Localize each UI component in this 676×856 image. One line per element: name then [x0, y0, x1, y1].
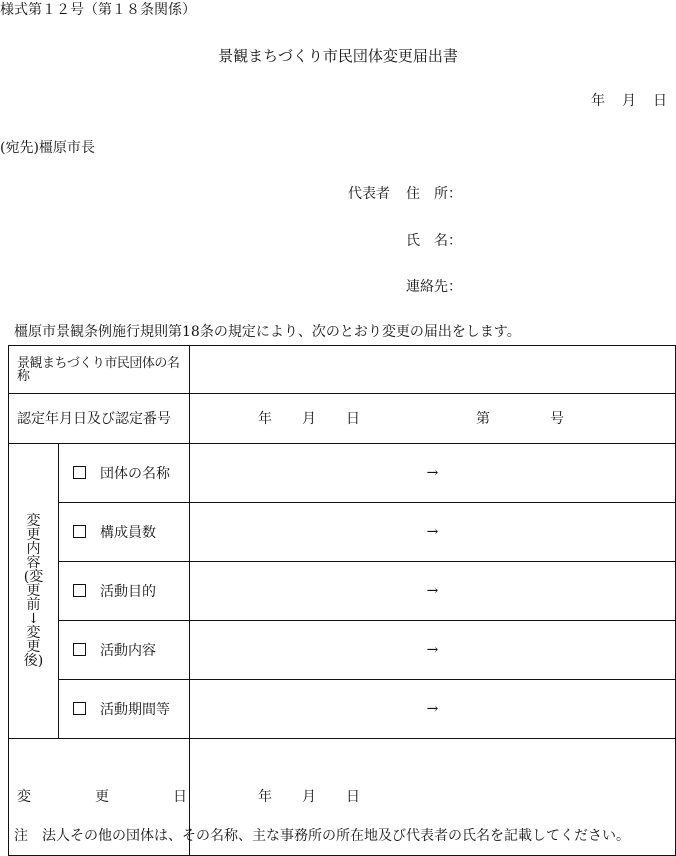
change-date-char: 更 [95, 789, 109, 805]
change-item-label: 活動期間等 [100, 701, 170, 718]
table-row [9, 346, 676, 394]
group-name-field[interactable] [190, 346, 676, 394]
cert-year-label: 年 [258, 410, 272, 427]
change-item-period[interactable] [59, 680, 190, 739]
change-date-char: 変 [17, 789, 31, 805]
contact-label: 連絡先： [406, 279, 462, 295]
change-item-label: 活動目的 [100, 583, 156, 600]
form-number: 様式第１２号（第１８条関係） [0, 2, 196, 18]
change-content-vertical-label [9, 444, 59, 739]
change-detail-field[interactable] [190, 503, 676, 562]
cert-date-field[interactable] [190, 394, 676, 444]
checkbox-icon[interactable] [73, 643, 86, 656]
vertical-char: 内 [26, 541, 41, 557]
change-form-table [8, 345, 676, 856]
change-item-group-name[interactable] [59, 444, 190, 503]
footnote: 注 法人その他の団体は、その名称、主な事務所の所在地及び代表者の氏名を記載してください。 [14, 828, 630, 844]
date-day-label: 日 [653, 93, 668, 109]
submission-date [575, 94, 668, 108]
vertical-char: 前 [26, 597, 41, 613]
table-row [9, 444, 676, 503]
checkbox-icon[interactable] [73, 702, 86, 715]
change-month-label: 月 [302, 789, 316, 805]
right-arrow-icon: → [426, 701, 439, 717]
representative-label: 代表者 [348, 186, 390, 202]
cert-go-label: 号 [550, 410, 564, 427]
change-detail-field[interactable] [190, 562, 676, 621]
table-row [9, 680, 676, 739]
table-row [9, 621, 676, 680]
vertical-char: ↓ [27, 611, 40, 627]
intro-text: 橿原市景観条例施行規則第18条の規定により、次のとおり変更の届出をします。 [14, 324, 521, 340]
group-name-label: 景観まちづくり市民団体の名称 [9, 346, 190, 394]
vertical-char: (変 [23, 569, 44, 585]
vertical-char: 更 [26, 583, 41, 599]
change-item-label: 団体の名称 [100, 465, 170, 482]
address-label: 住 所： [406, 186, 462, 202]
cert-day-label: 日 [346, 410, 360, 427]
addressee: (宛先)橿原市長 [0, 140, 95, 156]
right-arrow-icon: → [426, 642, 439, 658]
change-day-label: 日 [346, 789, 360, 805]
change-detail-field[interactable] [190, 444, 676, 503]
change-item-label: 活動内容 [100, 642, 156, 659]
vertical-char: 容 [26, 555, 41, 571]
change-year-label: 年 [258, 789, 272, 805]
change-detail-field[interactable] [190, 680, 676, 739]
checkbox-icon[interactable] [73, 466, 86, 479]
document-title: 景観まちづくり市民団体変更届出書 [218, 47, 458, 65]
change-item-label: 構成員数 [100, 524, 156, 541]
change-item-members[interactable] [59, 503, 190, 562]
change-date-char: 日 [173, 789, 187, 805]
cert-date-label: 認定年月日及び認定番号 [9, 394, 190, 444]
cert-dai-label: 第 [476, 410, 490, 427]
vertical-char: 変 [26, 513, 41, 529]
date-month-label: 月 [622, 93, 637, 109]
name-label: 氏 名： [406, 233, 462, 249]
vertical-char: 変 [26, 625, 41, 641]
vertical-char: 後) [23, 653, 44, 669]
right-arrow-icon: → [426, 465, 439, 481]
date-year-label: 年 [591, 93, 606, 109]
change-item-activities[interactable] [59, 621, 190, 680]
table-row [9, 394, 676, 444]
cert-month-label: 月 [302, 410, 316, 427]
table-row [9, 503, 676, 562]
table-row [9, 562, 676, 621]
vertical-char: 更 [26, 639, 41, 655]
checkbox-icon[interactable] [73, 525, 86, 538]
vertical-char: 更 [26, 527, 41, 543]
checkbox-icon[interactable] [73, 584, 86, 597]
right-arrow-icon: → [426, 524, 439, 540]
right-arrow-icon: → [426, 583, 439, 599]
change-item-purpose[interactable] [59, 562, 190, 621]
change-detail-field[interactable] [190, 621, 676, 680]
